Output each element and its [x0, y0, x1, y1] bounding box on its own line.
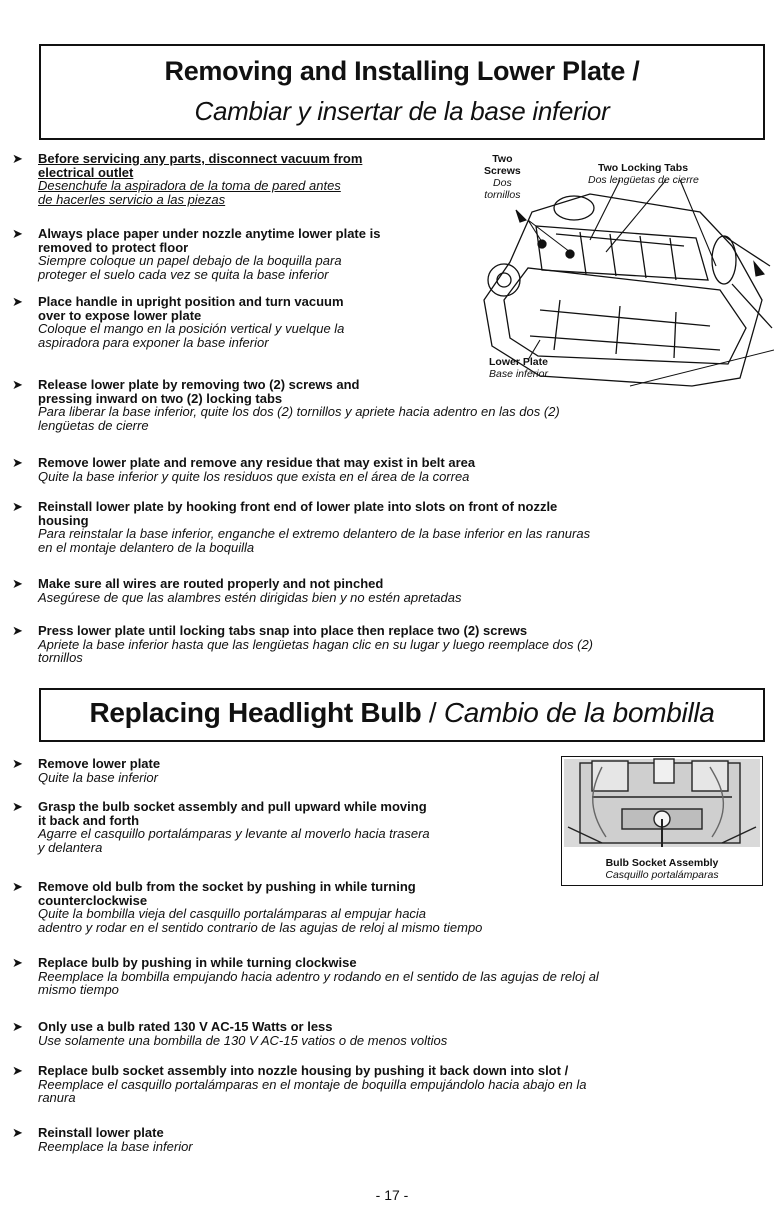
bulb-socket-figure: [561, 756, 763, 886]
step-text-es: Para liberar la base inferior, quite los dos (2) tornillos y apriete hacia adentro en las dos (2) lengüetas de cierre: [38, 404, 560, 433]
arrow-bullet-icon: ➤: [12, 1125, 23, 1140]
locking-tabs-label-en: Two Locking Tabs: [598, 162, 689, 174]
section2-step-2: [12, 799, 553, 855]
step-text-es: Agarre el casquillo portalámparas y levante al moverlo hacia trasera y delantera: [38, 826, 430, 855]
step-text-es: Coloque el mango en la posición vertical y vuelque la aspiradora para exponer la base inferior: [38, 321, 345, 350]
arrow-bullet-icon: ➤: [12, 799, 23, 814]
section2-step-6: [12, 1063, 748, 1105]
step-text-es: Quite la base inferior: [38, 769, 158, 785]
bulb-socket-label-en: Bulb Socket Assembly: [605, 857, 719, 869]
arrow-bullet-icon: ➤: [12, 623, 23, 638]
section2-title-separator: /: [421, 697, 444, 728]
two-screws-label-en: Two Screws: [484, 153, 521, 177]
step-text-es: Para reinstalar la base inferior, enganche el extremo delantero de la base inferior en las ranuras en el montaje delantero de la boquilla: [38, 526, 591, 555]
section2-title: [41, 697, 763, 729]
arrow-bullet-icon: ➤: [12, 226, 23, 241]
section1-step-6: [12, 499, 748, 555]
lower-plate-label-en: Lower Plate: [489, 356, 548, 368]
lower-plate-label-es: Base inferior: [489, 368, 548, 380]
step-text-en: Remove lower plate: [38, 756, 161, 771]
step-text-es: Reemplace la base inferior: [38, 1138, 193, 1154]
step-text-en: Grasp the bulb socket assembly and pull upward while moving it back and forth: [38, 799, 427, 828]
step-text-en: Make sure all wires are routed properly and not pinched: [38, 576, 384, 591]
arrow-bullet-icon: ➤: [12, 499, 23, 514]
section2-step-4: [12, 955, 758, 997]
section1-step-3: [12, 294, 458, 350]
two-screws-label-es: Dos tornillos: [484, 177, 521, 201]
arrow-bullet-icon: ➤: [12, 455, 23, 470]
section2-step-5: [12, 1019, 738, 1048]
section2-step-7: [12, 1125, 738, 1154]
arrow-bullet-icon: ➤: [12, 879, 23, 894]
step-text-es: Quite la bombilla vieja del casquillo portalámparas al empujar hacia adentro y rodar en el sentido contrario de las agujas de reloj al mismo tiempo: [38, 906, 483, 935]
step-text-en: Reinstall lower plate by hooking front end of lower plate into slots on front of nozzle housing: [38, 499, 558, 528]
arrow-bullet-icon: ➤: [12, 151, 23, 166]
bulb-socket-label-es: Casquillo portalámparas: [605, 869, 719, 881]
step-text-es: Reemplace el casquillo portalámparas en el montaje de boquilla empujándolo hacia abajo en la ranura: [38, 1076, 587, 1105]
two-screws-label: [484, 153, 521, 201]
arrow-bullet-icon: ➤: [12, 756, 23, 771]
locking-tabs-label-es: Dos lengüetas de cierre: [588, 174, 699, 186]
section1-step-2: [12, 226, 498, 282]
section2-step-1: [12, 756, 538, 785]
step-text-en: Replace bulb socket assembly into nozzle housing by pushing it back down into slot /: [38, 1063, 569, 1078]
arrow-bullet-icon: ➤: [12, 1019, 23, 1034]
section2-title-en: Replacing Headlight Bulb: [89, 697, 422, 728]
section1-step-8: [12, 623, 758, 665]
arrow-bullet-icon: ➤: [12, 576, 23, 591]
arrow-bullet-icon: ➤: [12, 377, 23, 392]
page-number: - 17 -: [375, 1187, 409, 1203]
step-text-en: Before servicing any parts, disconnect vacuum from electrical outlet: [38, 151, 363, 180]
section1-step-1: [12, 151, 458, 207]
step-text-en: Remove lower plate and remove any residue that may exist in belt area: [38, 455, 476, 470]
step-text-es: Desenchufe la aspiradora de la toma de pared antes de hacerles servicio a las piezas: [38, 178, 341, 207]
section2-step-3: [12, 879, 638, 935]
step-text-en: Reinstall lower plate: [38, 1125, 164, 1140]
section1-title-en: Removing and Installing Lower Plate /: [164, 56, 640, 86]
bulb-socket-label: [562, 857, 762, 881]
step-text-en: Remove old bulb from the socket by pushing in while turning counterclockwise: [38, 879, 416, 908]
arrow-bullet-icon: ➤: [12, 1063, 23, 1078]
section1-title-es: Cambiar y insertar de la base inferior: [194, 96, 610, 126]
section1-title-box: [39, 44, 765, 140]
step-text-en: Always place paper under nozzle anytime lower plate is removed to protect floor: [38, 226, 381, 255]
step-text-es: Quite la base inferior y quite los residuos que exista en el área de la correa: [38, 468, 470, 484]
step-text-es: Siempre coloque un papel debajo de la boquilla para proteger el suelo cada vez se quita la base inferior: [38, 253, 342, 282]
section1-step-7: [12, 576, 738, 605]
step-text-es: Reemplace la bombilla empujando hacia adentro y rodando en el sentido de las agujas de reloj al mismo tiempo: [38, 968, 599, 997]
section2-title-box: [39, 688, 765, 742]
locking-tabs-label: [588, 162, 699, 186]
lower-plate-label: [489, 356, 548, 380]
step-text-es: Use solamente una bombilla de 130 V AC-15 vatios o de menos voltios: [38, 1032, 448, 1048]
step-text-en: Press lower plate until locking tabs snap into place then replace two (2) screws: [38, 623, 528, 638]
step-text-en: Place handle in upright position and turn vacuum over to expose lower plate: [38, 294, 344, 323]
arrow-bullet-icon: ➤: [12, 294, 23, 309]
step-text-es: Asegúrese de que las alambres estén dirigidas bien y no estén apretadas: [38, 589, 462, 605]
step-text-en: Replace bulb by pushing in while turning clockwise: [38, 955, 357, 970]
step-text-es: Apriete la base inferior hasta que las lengüetas hagan clic en su lugar y luego reemplace dos (2) tornillos: [38, 636, 594, 665]
arrow-bullet-icon: ➤: [12, 955, 23, 970]
section2-title-es: Cambio de la bombilla: [443, 697, 715, 728]
bulb-socket-photo: [562, 757, 762, 849]
step-text-en: Only use a bulb rated 130 V AC-15 Watts or less: [38, 1019, 333, 1034]
step-text-en: Release lower plate by removing two (2) screws and pressing inward on two (2) locking tabs: [38, 377, 360, 406]
section1-step-4: [12, 377, 738, 433]
section1-step-5: [12, 455, 738, 484]
